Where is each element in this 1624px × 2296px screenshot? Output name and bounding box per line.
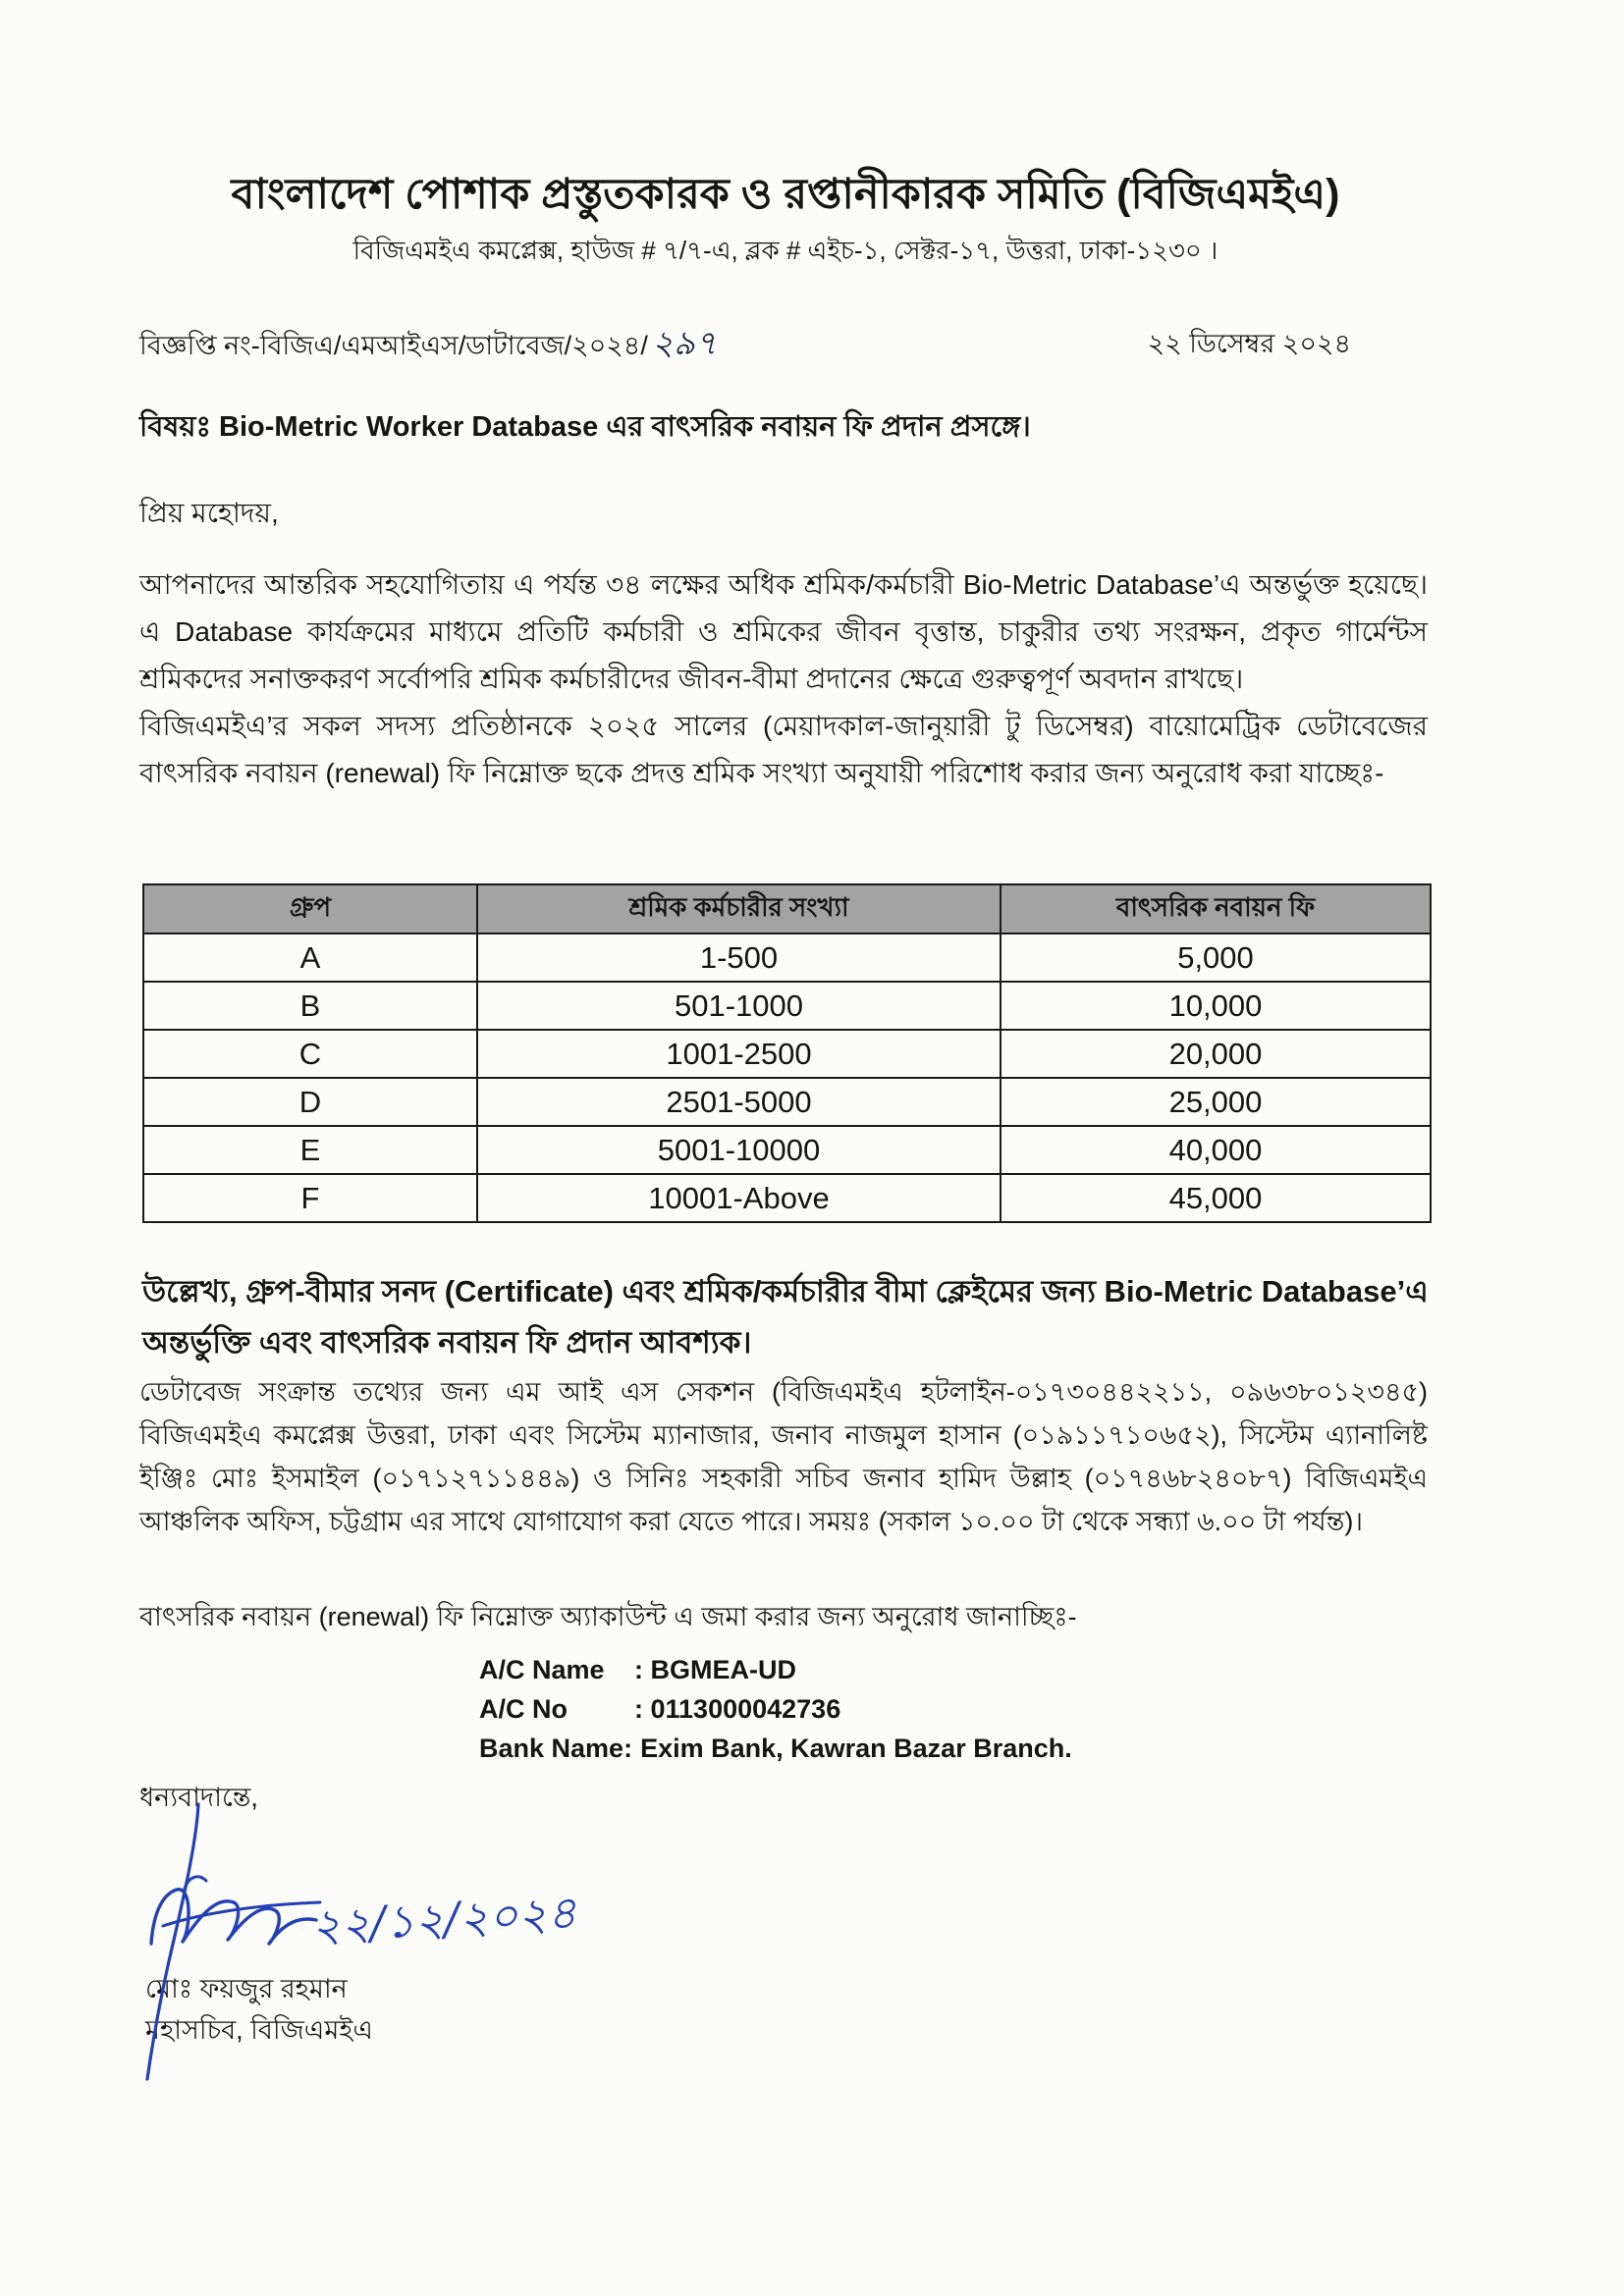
bank-name-value: Exim Bank, Kawran Bazar Branch.: [640, 1734, 1072, 1763]
body-paragraph: আপনাদের আন্তরিক সহযোগিতায় এ পর্যন্ত ৩৪ লক্ষের অধিক শ্রমিক/কর্মচারী Bio-Metric Database’এ অন্তর্ভুক্ত হয়েছে। এ Database কার্যক্রমের মাধ্যমে প্রতিটি কর্মচারী ও শ্রমিকের জীবন বৃত্তান্ত, চাকুরীর তথ্য সংরক্ষন, প্রকৃত গার্মেন্টস শ্রমিকদের সনাক্তকরণ সর্বোপরি শ্রমিক কর্মচারীদের জীবন-বীমা প্রদানের ক্ষেত্রে গুরুত্বপূর্ণ অবদান রাখছে।: [139, 569, 1428, 694]
letter-date: ২২ ডিসেম্বর ২০২৪: [1147, 329, 1351, 358]
group-cell: A: [143, 934, 477, 982]
column-header-fee: বাৎসরিক নবায়ন ফি: [1001, 884, 1431, 934]
workers-cell: 2501-5000: [477, 1078, 1001, 1126]
signature-scribble: [151, 1890, 316, 1944]
table-row: [143, 934, 1431, 982]
organization-address: বিজিএমইএ কমপ্লেক্স, হাউজ # ৭/৭-এ, ব্লক # এইচ-১, সেক্টর-১৭, উত্তরা, ঢাকা-১২৩০ ।: [352, 236, 1218, 265]
closing-phrase: ধন্যবাদান্তে,: [139, 1783, 258, 1812]
bank-name-label: Bank Name:: [479, 1734, 633, 1763]
group-cell: B: [143, 982, 477, 1030]
letter-subject: বিষয়ঃ Bio-Metric Worker Database এর বাৎসরিক নবায়ন ফি প্রদান প্রসঙ্গে।: [139, 411, 1031, 443]
body-paragraph: বিজিএমইএ’র সকল সদস্য প্রতিষ্ঠানকে ২০২৫ সালের (মেয়াদকাল-জানুয়ারী টু ডিসেম্বর) বায়োমেট্রিক ডেটাবেজের বাৎসরিক নবায়ন (renewal) ফি নিম্নোক্ত ছকে প্রদত্ত শ্রমিক সংখ্যা অনুযায়ী পরিশোধ করার জন্য অনুরোধ করা যাচ্ছেঃ-: [139, 711, 1428, 788]
account-name-row: [479, 1650, 1422, 1689]
table-row: [143, 1078, 1431, 1126]
table-row: [143, 1126, 1431, 1174]
table-header-row: [143, 884, 1431, 934]
column-header-group: গ্রুপ: [143, 884, 477, 934]
account-number-label: A/C No: [479, 1694, 568, 1724]
payment-instruction: বাৎসরিক নবায়ন (renewal) ফি নিম্নোক্ত অ্যাকাউন্ট এ জমা করার জন্য অনুরোধ জানাচ্ছিঃ-: [139, 1602, 1077, 1631]
column-header-workers: শ্রমিক কর্মচারীর সংখ্যা: [477, 884, 1001, 934]
group-cell: F: [143, 1174, 477, 1222]
group-cell: E: [143, 1126, 477, 1174]
fee-cell: 40,000: [1001, 1126, 1431, 1174]
table-row: [143, 982, 1431, 1030]
account-number-row: [479, 1689, 1422, 1729]
handwritten-serial-number: ২৯৭: [651, 324, 718, 363]
notice-number: বিজ্ঞপ্তি নং-বিজিএ/এমআইএস/ডাটাবেজ/২০২৪/: [139, 331, 648, 360]
mandatory-note: উল্লেখ্য, গ্রুপ-বীমার সনদ (Certificate) এবং শ্রমিক/কর্মচারীর বীমা ক্লেইমের জন্য Bio-Metric Database’এ অন্তর্ভুক্তি এবং বাৎসরিক নবায়ন ফি প্রদান আবশ্যক।: [142, 1274, 1429, 1360]
fee-cell: 20,000: [1001, 1030, 1431, 1078]
fee-cell: 45,000: [1001, 1174, 1431, 1222]
signatory-designation: মহাসচিব, বিজিএমইএ: [145, 2015, 373, 2045]
account-name-value: : BGMEA-UD: [634, 1655, 796, 1684]
workers-cell: 1001-2500: [477, 1030, 1001, 1078]
salutation: প্রিয় মহোদয়,: [139, 498, 279, 528]
workers-cell: 5001-10000: [477, 1126, 1001, 1174]
fee-cell: 10,000: [1001, 982, 1431, 1030]
workers-cell: 10001-Above: [477, 1174, 1001, 1222]
signature-handwritten-date: ২২/১২/২০২৪: [309, 1885, 578, 1952]
reference-line: [139, 322, 1023, 367]
bank-account-details: [479, 1650, 1422, 1768]
group-cell: D: [143, 1078, 477, 1126]
group-cell: C: [143, 1030, 477, 1078]
account-name-label: A/C Name: [479, 1655, 605, 1684]
contact-information: ডেটাবেজ সংক্রান্ত তথ্যের জন্য এম আই এস সেকশন (বিজিএমইএ হটলাইন-০১৭৩০৪৪২২১১, ০৯৬৩৮০১২৩৪৫) বিজিএমইএ কমপ্লেক্স উত্তরা, ঢাকা এবং সিস্টেম ম্যানাজার, জনাব নাজমুল হাসান (০১৯১১৭১০৬৫২), সিস্টেম এ্যানালিষ্ট ইঞ্জিঃ মোঃ ইসমাইল (০১৭১২৭১১৪৪৯) ও সিনিঃ সহকারী সচিব জনাব হামিদ উল্লাহ (০১৭৪৬৮২৪০৮৭) বিজিএমইএ আঞ্চলিক অফিস, চট্টগ্রাম এর সাথে যোগাযোগ করা যেতে পারে। সময়ঃ (সকাল ১০.০০ টা থেকে সন্ধ্যা ৬.০০ টা পর্যন্ত)।: [139, 1377, 1428, 1536]
workers-cell: 501-1000: [477, 982, 1001, 1030]
signatory-name: মোঃ ফয়জুর রহমান: [145, 1974, 348, 2003]
table-row: [143, 1174, 1431, 1222]
fee-cell: 5,000: [1001, 934, 1431, 982]
workers-cell: 1-500: [477, 934, 1001, 982]
fee-cell: 25,000: [1001, 1078, 1431, 1126]
signature-hook: [185, 1877, 206, 1889]
table-row: [143, 1030, 1431, 1078]
letter-body: [139, 561, 1428, 797]
renewal-fee-table: [142, 883, 1432, 1223]
organization-name: বাংলাদেশ পোশাক প্রস্তুতকারক ও রপ্তানীকারক সমিতি (বিজিএমইএ): [231, 171, 1340, 218]
account-number-value: : 0113000042736: [634, 1694, 841, 1724]
signature-flourish: [163, 1902, 320, 1926]
bank-name-row: [479, 1729, 1422, 1768]
